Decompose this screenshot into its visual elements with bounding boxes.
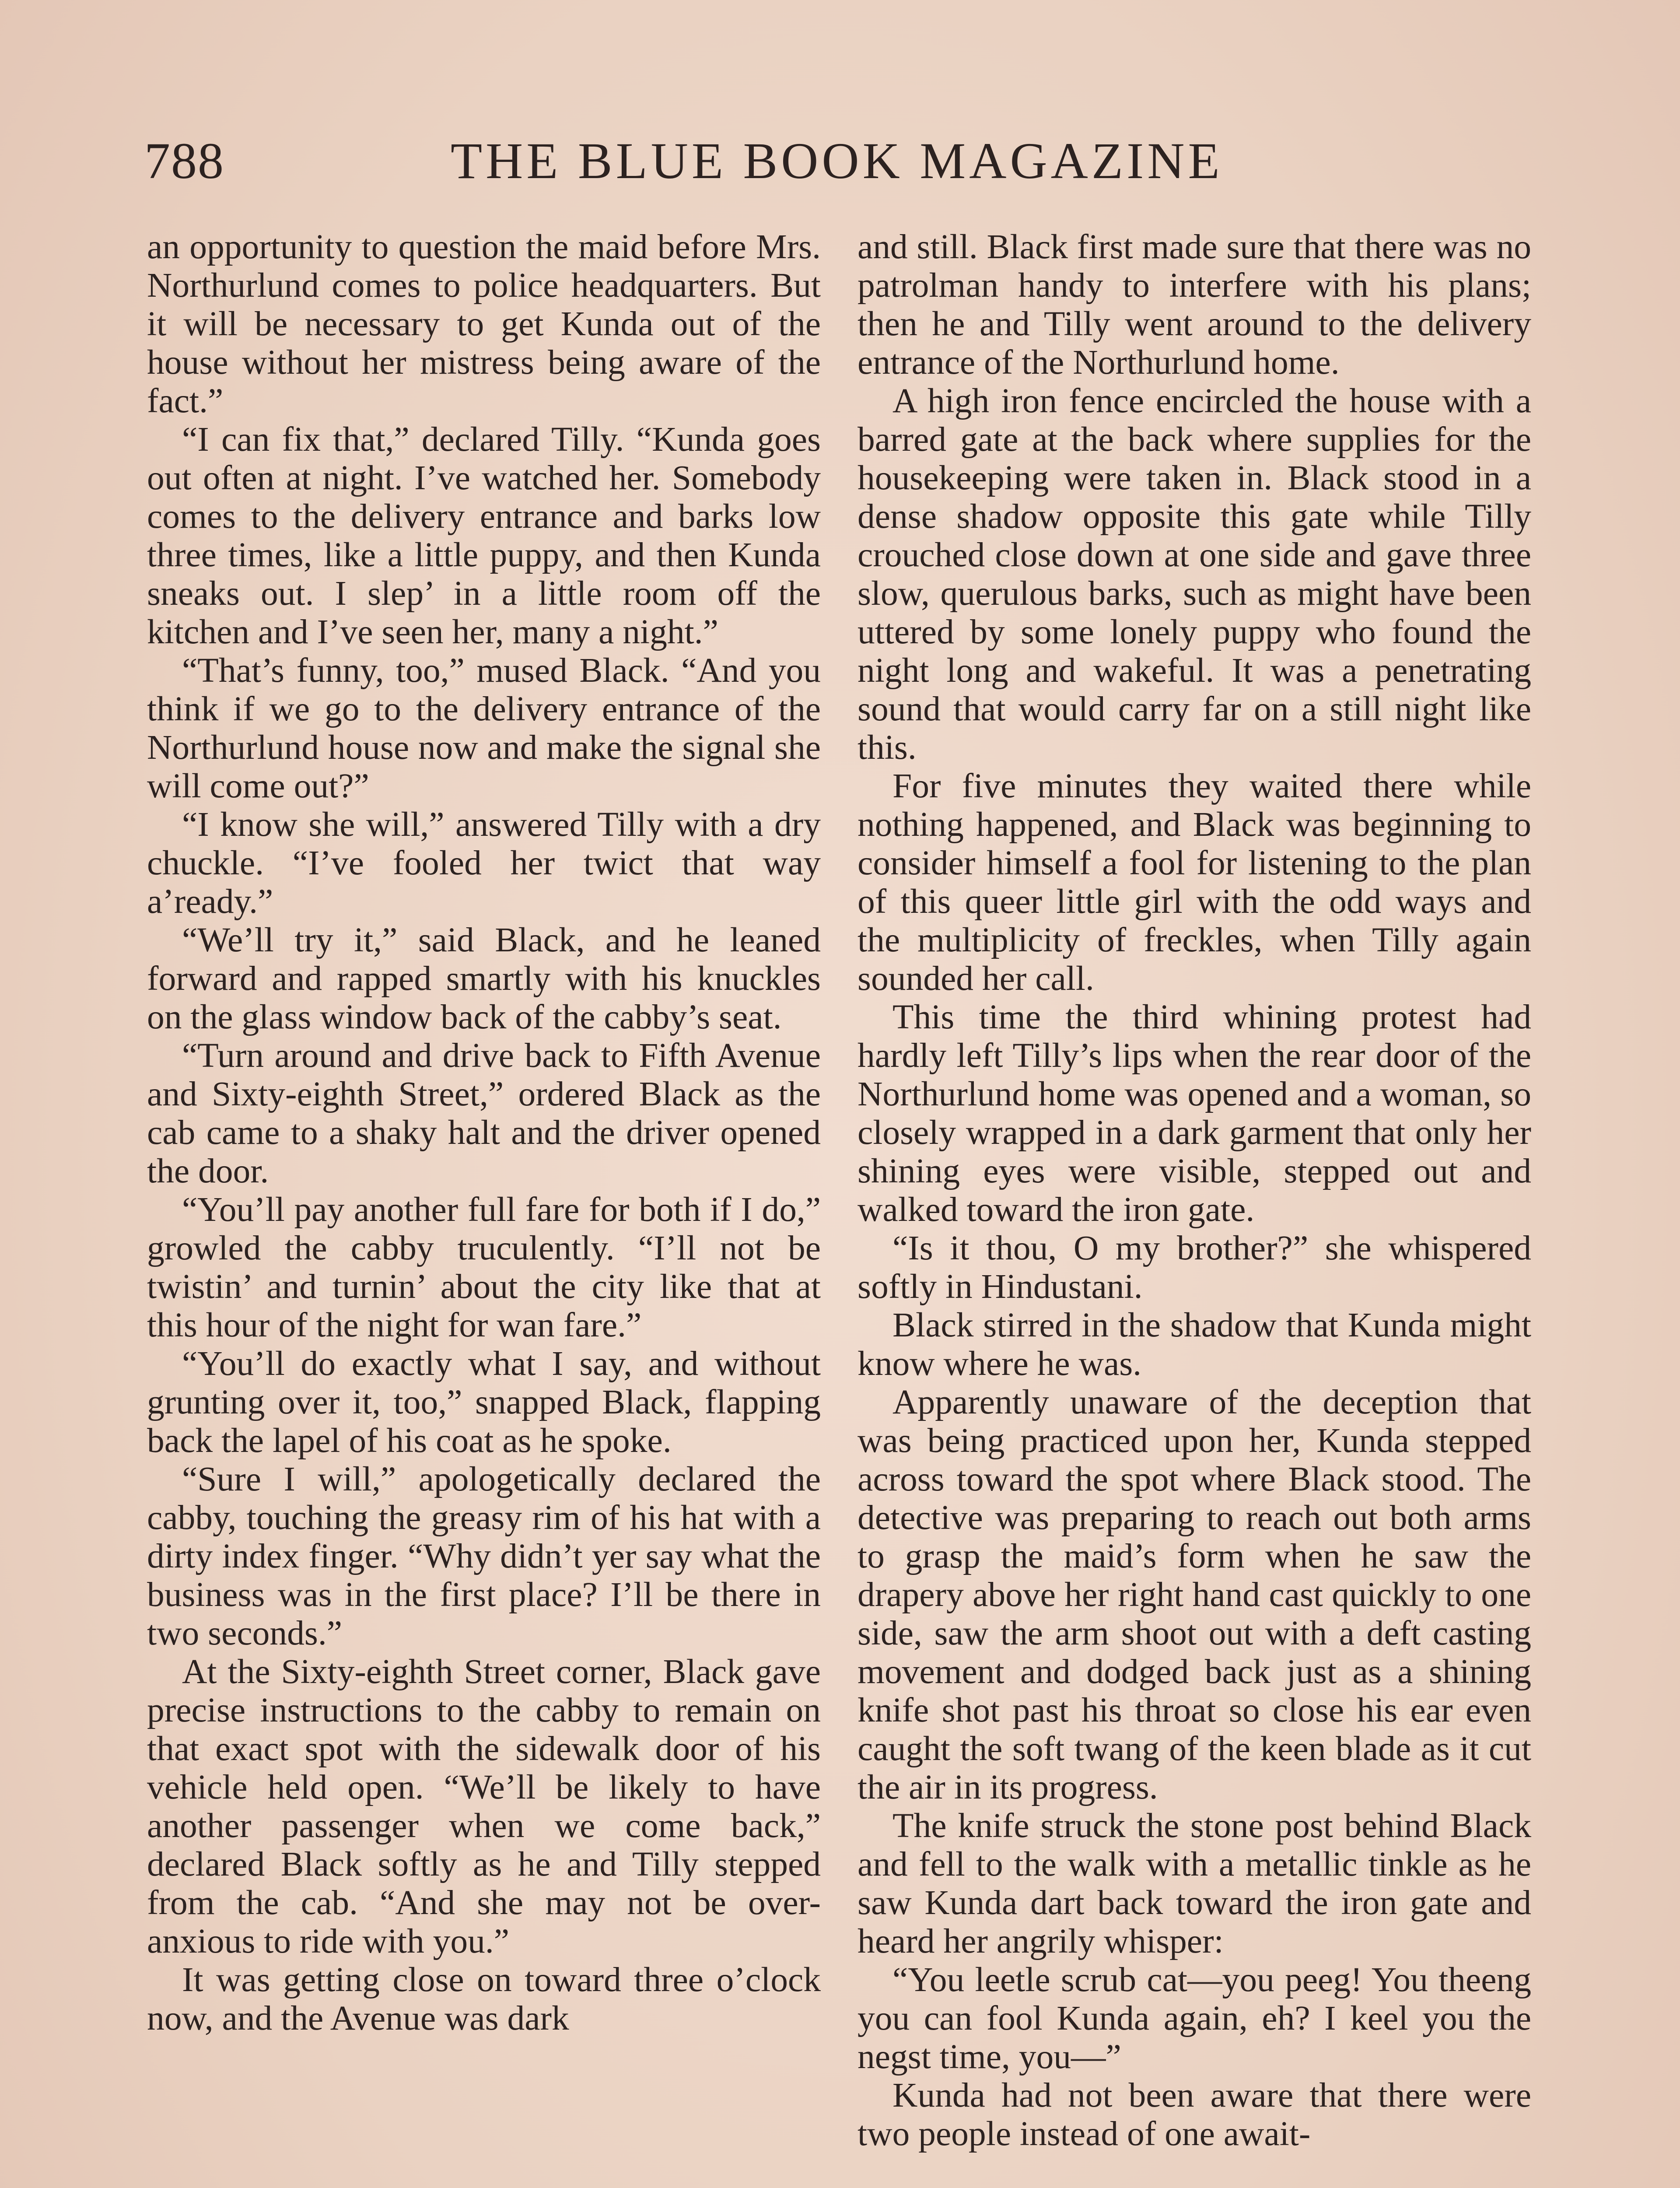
paragraph: Apparently unaware of the deception that was being practiced upon her, Kunda stepped across toward the spot where Black stood. The detective was preparing to reach out both arms to grasp the maid’s form when he saw the drapery above her right hand cast quickly to one side, saw the arm shoot out with a deft casting movement and dodged back just as a shining knife shot past his throat so close his ear even caught the soft twang of the keen blade as it cut the air in its progress. bbox=[858, 1383, 1531, 1806]
page-number: 788 bbox=[144, 132, 224, 189]
paragraph: Kunda had not been aware that there were two people instead of one await- bbox=[858, 2076, 1531, 2153]
paragraph: The knife struck the stone post behind Black and fell to the walk with a metallic tinkle as he saw Kunda dart back toward the iron gate and heard her angrily whisper: bbox=[858, 1806, 1531, 1960]
paragraph: “Sure I will,” apologetically declared the cabby, touching the greasy rim of his hat with a dirty index finger. “Why didn’t yer say what the business was in the first place? I’ll be there in two seconds.” bbox=[147, 1460, 821, 1652]
paragraph: and still. Black first made sure that there was no patrolman handy to interfere with his plans; then he and Tilly went around to the delivery entrance of the Northurlund home. bbox=[858, 228, 1531, 382]
text-column-right bbox=[858, 228, 1531, 2153]
paragraph: A high iron fence encircled the house with a barred gate at the back where supplies for the housekeeping were taken in. Black stood in a dense shadow opposite this gate while Tilly crouched close down at one side and gave three slow, querulous barks, such as might have been uttered by some lonely puppy who found the night long and wakeful. It was a penetrating sound that would carry far on a still night like this. bbox=[858, 382, 1531, 767]
paragraph: “You leetle scrub cat—you peeg! You theeng you can fool Kunda again, eh? I keel you the negst time, you—” bbox=[858, 1960, 1531, 2076]
paragraph: At the Sixty-eighth Street corner, Black gave precise instructions to the cabby to remain on that exact spot with the sidewalk door of his vehicle held open. “We’ll be likely to have another passenger when we come back,” declared Black softly as he and Tilly stepped from the cab. “And she may not be over-anxious to ride with you.” bbox=[147, 1652, 821, 1960]
paragraph: “You’ll do exactly what I say, and without grunting over it, too,” snapped Black, flapping back the lapel of his coat as he spoke. bbox=[147, 1344, 821, 1460]
paragraph: For five minutes they waited there while nothing happened, and Black was beginning to consider himself a fool for listening to the plan of this queer little girl with the odd ways and the multiplicity of freckles, when Tilly again sounded her call. bbox=[858, 767, 1531, 998]
paragraph: “I know she will,” answered Tilly with a dry chuckle. “I’ve fooled her twict that way a’ready.” bbox=[147, 805, 821, 921]
running-head: THE BLUE BOOK MAGAZINE bbox=[451, 132, 1223, 189]
paragraph: “You’ll pay another full fare for both if I do,” growled the cabby truculently. “I’ll not be twistin’ and turnin’ about the city like that at this hour of the night for wan fare.” bbox=[147, 1190, 821, 1344]
paragraph: “We’ll try it,” said Black, and he leaned forward and rapped smartly with his knuckles on the glass window back of the cabby’s seat. bbox=[147, 921, 821, 1036]
paragraph: “That’s funny, too,” mused Black. “And you think if we go to the delivery entrance of the Northurlund house now and make the signal she will come out?” bbox=[147, 651, 821, 805]
paragraph: This time the third whining protest had hardly left Tilly’s lips when the rear door of the Northurlund home was opened and a woman, so closely wrapped in a dark garment that only her shining eyes were visible, stepped out and walked toward the iron gate. bbox=[858, 998, 1531, 1229]
page-header bbox=[144, 127, 1544, 197]
paragraph: Black stirred in the shadow that Kunda might know where he was. bbox=[858, 1306, 1531, 1383]
paragraph: “I can fix that,” declared Tilly. “Kunda goes out often at night. I’ve watched her. Somebody comes to the delivery entrance and barks low three times, like a little puppy, and then Kunda sneaks out. I slep’ in a little room off the kitchen and I’ve seen her, many a night.” bbox=[147, 420, 821, 651]
paragraph: “Is it thou, O my brother?” she whispered softly in Hindustani. bbox=[858, 1229, 1531, 1306]
paragraph: “Turn around and drive back to Fifth Avenue and Sixty-eighth Street,” ordered Black as the cab came to a shaky halt and the driver opened the door. bbox=[147, 1036, 821, 1190]
paragraph: It was getting close on toward three o’clock now, and the Avenue was dark bbox=[147, 1960, 821, 2037]
text-column-left bbox=[147, 228, 821, 2037]
paragraph: an opportunity to question the maid before Mrs. Northurlund comes to police headquarters. But it will be necessary to get Kunda out of the house without her mistress being aware of the fact.” bbox=[147, 228, 821, 420]
